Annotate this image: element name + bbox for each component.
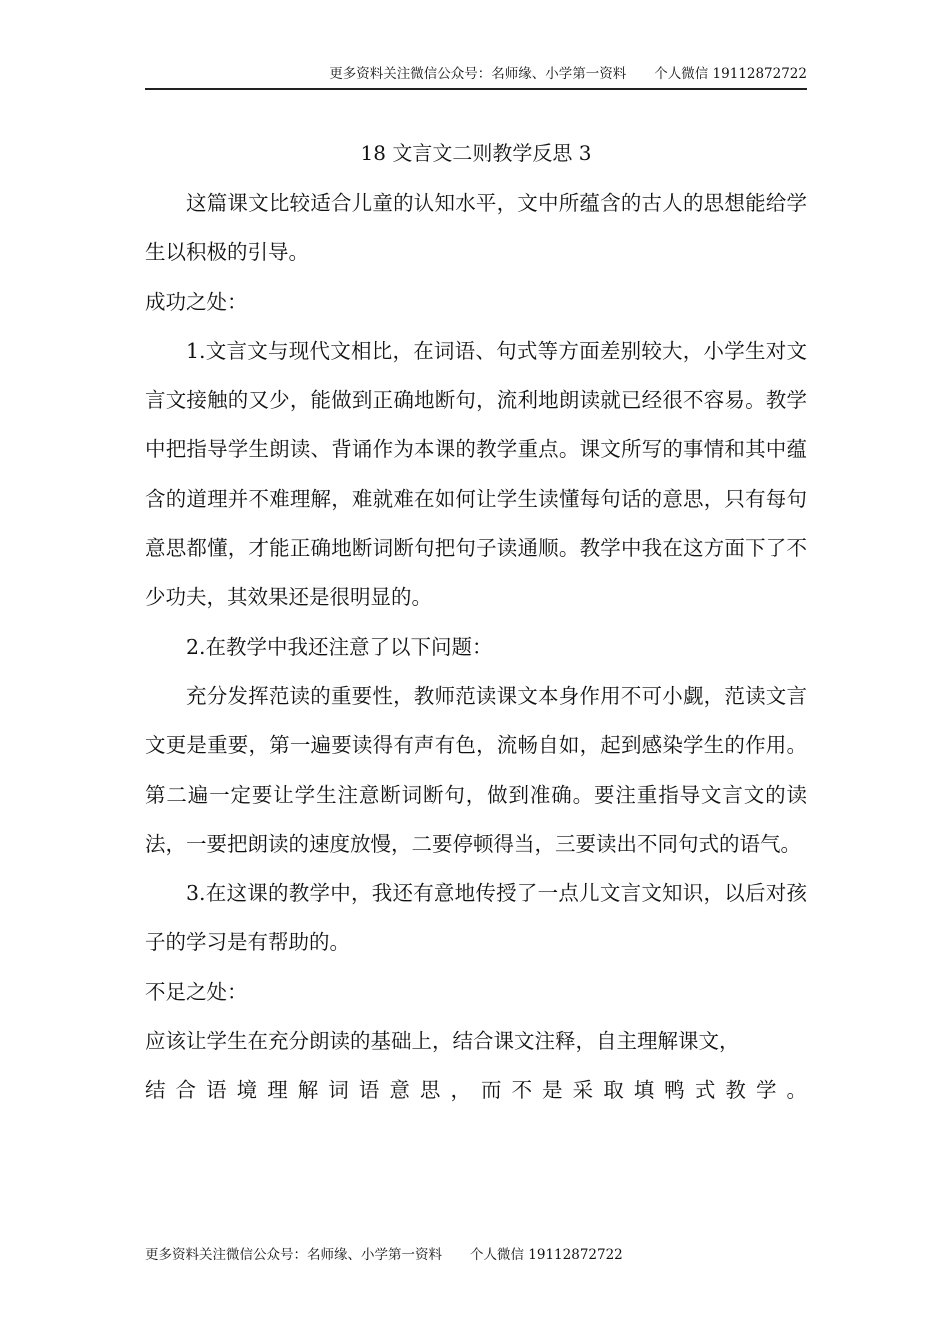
point-1-paragraph: 1.文言文与现代文相比，在词语、句式等方面差别较大，小学生对文言文接触的又少，能做到正确地断句，流利地朗读就已经很不容易。教学中把指导学生朗读、背诵作为本课的教学重点。课文所写的事情和其中蕴含的道理并不难理解，难就难在如何让学生读懂每句话的意思，只有每句意思都懂，才能正确地断词断句把句子读通顺。教学中我在这方面下了不少功夫，其效果还是很明显的。 xyxy=(145,338,807,610)
page-header xyxy=(145,64,807,90)
document-body xyxy=(145,179,807,1116)
point-3-paragraph: 3.在这课的教学中，我还有意地传授了一点儿文言文知识，以后对孩子的学习是有帮助的。 xyxy=(145,881,807,955)
header-wechat: 个人微信 19112872722 xyxy=(654,66,807,82)
intro-paragraph: 这篇课文比较适合儿童的认知水平，文中所蕴含的古人的思想能给学生以积极的引导。 xyxy=(145,191,807,265)
success-heading: 成功之处： xyxy=(145,289,248,314)
header-text: 更多资料关注微信公众号：名师缘、小学第一资料 xyxy=(329,66,627,82)
point-2-paragraph: 2.在教学中我还注意了以下问题： xyxy=(186,634,493,659)
footer-wechat: 个人微信 19112872722 xyxy=(470,1247,623,1263)
shortcoming-line-1: 应该让学生在充分朗读的基础上，结合课文注释，自主理解课文， xyxy=(145,1029,740,1054)
document-title: 18 文言文二则教学反思 3 xyxy=(360,141,592,165)
footer-text: 更多资料关注微信公众号：名师缘、小学第一资料 xyxy=(145,1247,442,1263)
reading-paragraph: 充分发挥范读的重要性，教师范读课文本身作用不可小觑，范读文言文更是重要，第一遍要读得有声有色，流畅自如，起到感染学生的作用。第二遍一定要让学生注意断词断句，做到准确。要注重指导文言文的读法，一要把朗读的速度放慢，二要停顿得当，三要读出不同句式的语气。 xyxy=(145,683,807,856)
shortcoming-heading: 不足之处： xyxy=(145,979,248,1004)
shortcoming-line-2: 结合语境理解词语意思，而不是采取填鸭式教学。 xyxy=(145,1078,807,1103)
page-footer xyxy=(145,1245,623,1265)
